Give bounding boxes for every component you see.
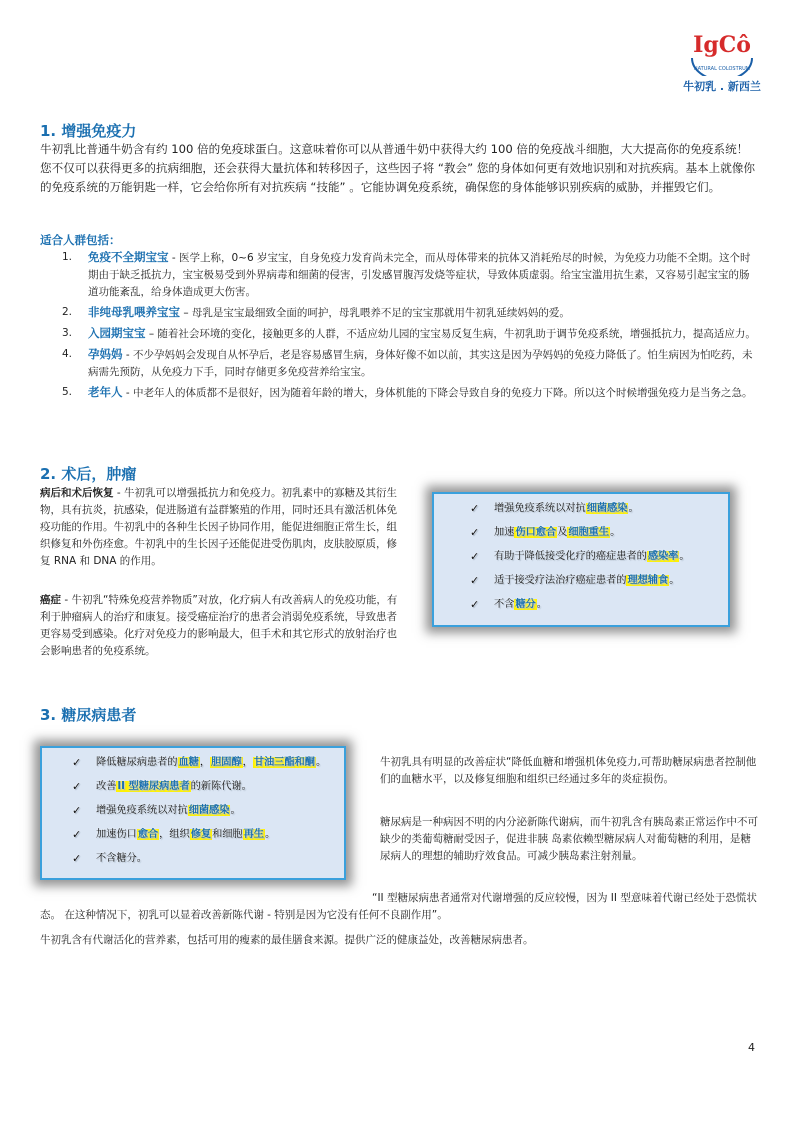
diabetes-right-paragraph-1: 牛初乳具有明显的改善症状“降低血糖和增强机体免疫力,可帮助糖尿病患者控制他们的血糖水平，以及修复细胞和组织已经通过多年的炎症损伤。 — [380, 756, 757, 785]
audience-list — [62, 249, 758, 405]
check-icon: ✓ — [470, 598, 480, 611]
check-icon: ✓ — [470, 526, 480, 539]
audience-heading: 适合人群包括： — [40, 233, 121, 247]
section1-title: 1. 增强免疫力 — [40, 122, 137, 140]
benefit-item: ✓ 增强免疫系统以对抗细菌感染。 — [72, 804, 241, 817]
check-icon: ✓ — [470, 550, 480, 563]
check-icon: ✓ — [72, 804, 82, 817]
benefit-item: ✓ 不含糖分。 — [470, 598, 547, 611]
benefit-item: ✓ 适于接受疗法治疗癌症患者的理想辅食。 — [470, 574, 680, 587]
logo-brand-text: IgCô — [693, 32, 751, 58]
section1-paragraph: 牛初乳比普通牛奶含有约 100 倍的免疫球蛋白。这意味着你可以从普通牛奶中获得大约 100 倍的免疫战斗细胞，大大提高你的免疫系统！您不仅可以获得更多的抗病细胞，还会获得大量抗体和转移因子，这些因子将 “教会” 您的身体如何更有效地识别和对抗疾病。基本上就像你的免疫系统的万能钥匙一样，它会给你所有对抗疾病 “技能” 。它能协调免疫系统，确保您的身体能够识别疾病的威胁，并摧毁它们。 — [40, 142, 756, 194]
cancer-paragraph: 癌症 - 牛初乳“特殊免疫营养物质”对放，化疗病人有改善病人的免疫功能，有利于肿瘤病人的治疗和康复。接受癌症治疗的患者会消弱免疫系统，导致患者更容易受到感染。化疗对免疫力的影响最大，但手术和其它形式的放射治疗也会影响患者的免疫系统。 — [40, 594, 398, 657]
logo-emblem-icon — [686, 24, 758, 76]
audience-item: 2. 非纯母乳喂养宝宝 – 母乳是宝宝最细致全面的呵护，母乳喂养不足的宝宝那就用牛初乳延续妈妈的爱。 — [62, 305, 570, 319]
check-icon: ✓ — [72, 828, 82, 841]
benefit-item: ✓ 加速伤口愈合，组织修复和细胞再生。 — [72, 828, 276, 841]
section2-benefits-box — [432, 492, 730, 627]
check-icon: ✓ — [72, 756, 82, 769]
page-number: 4 — [748, 1041, 755, 1054]
check-icon: ✓ — [72, 780, 82, 793]
diabetes-closing: 牛初乳含有代谢活化的营养素，包括可用的瘦素的最佳膳食来源。提供广泛的健康益处，改善糖尿病患者。 — [40, 934, 534, 946]
audience-item: 1. 免疫不全期宝宝 - 医学上称，0~6 岁宝宝，自身免疫力发育尚未完全，而从母体带来的抗体又消耗殆尽的时候，为免疫力功能不全期。这个时期由于缺乏抵抗力，宝宝极易受到外界病毒和细菌的侵害，引发感冒腹泻发烧等症状，导致体质虚弱。给宝宝滥用抗生素，又容易引起宝宝的肠道功能紊乱，给身体造成更大伤害。 — [62, 250, 751, 298]
benefit-item: ✓ 有助于降低接受化疗的癌症患者的感染率。 — [470, 550, 690, 563]
audience-item: 5. 老年人 - 中老年人的体质都不是很好，因为随着年龄的增大，身体机能的下降会导致自身的免疫力下降。所以这个时候增强免疫力是当务之急。 — [62, 385, 753, 399]
brand-logo — [672, 24, 772, 104]
benefit-item: ✓ 不含糖分。 — [72, 852, 147, 865]
section2-title: 2. 术后，肿瘤 — [40, 465, 137, 483]
logo-tagline-text: NATURAL COLOSTRUM — [693, 66, 751, 72]
recovery-paragraph: 病后和术后恢复 - 牛初乳可以增强抵抗力和免疫力。初乳素中的寡糖及其衍生物，具有抗炎，抗感染，促进肠道有益群繁殖的作用，同时还具有激活机体免疫功能的作用。牛初乳中的各种生长因子协同作用，能促进细胞正常生长，组织修复和外伤痊愈。牛初乳中的生长因子还能促进受伤肌肉，皮肤胶原质，修复 RNA 和 DNA 的作用。 — [40, 487, 397, 567]
logo-subtitle: 牛初乳 . 新西兰 — [683, 80, 761, 93]
check-icon: ✓ — [72, 852, 82, 865]
diabetes-quote: “II 型糖尿病患者通常对代谢增强的反应较慢，因为 II 型意味着代谢已经处于恐慌状态。 在这种情况下，初乳可以显着改善新陈代谢 - 特别是因为它没有任何不良副作用”。 — [40, 892, 757, 921]
check-icon: ✓ — [470, 502, 480, 515]
benefit-item: ✓ 改善II 型糖尿病患者的新陈代谢。 — [72, 780, 252, 793]
benefit-item: ✓ 增强免疫系统以对抗细菌感染。 — [470, 502, 639, 515]
section3-benefits-box — [40, 746, 346, 880]
diabetes-right-paragraph-2: 糖尿病是一种病因不明的内分泌新陈代谢病，而牛初乳含有胰岛素正常运作中不可缺少的类葡萄糖耐受因子，促进非胰 岛素依赖型糖尿病人对葡萄糖的利用，是糖尿病人的理想的辅助疗效食品。可减少胰岛素注射剂量。 — [380, 816, 758, 862]
check-icon: ✓ — [470, 574, 480, 587]
audience-item: 4. 孕妈妈 - 不少孕妈妈会发现自从怀孕后，老是容易感冒生病，身体好像不如以前，其实这是因为孕妈妈的免疫力降低了。怕生病因为怕吃药，未病需先预防，从免疫力下手，同时存储更多免疫营养给宝宝。 — [62, 347, 753, 378]
benefit-item: ✓ 降低糖尿病患者的血糖，胆固醇，甘油三酯和酮。 — [72, 756, 327, 769]
section3-title: 3. 糖尿病患者 — [40, 706, 137, 724]
benefit-item: ✓ 加速伤口愈合及细胞重生。 — [470, 526, 621, 539]
audience-item: 3. 入园期宝宝 – 随着社会环境的变化，接触更多的人群，不适应幼儿园的宝宝易反复生病，牛初乳助于调节免疫系统，增强抵抗力，提高适应力。 — [62, 326, 756, 340]
